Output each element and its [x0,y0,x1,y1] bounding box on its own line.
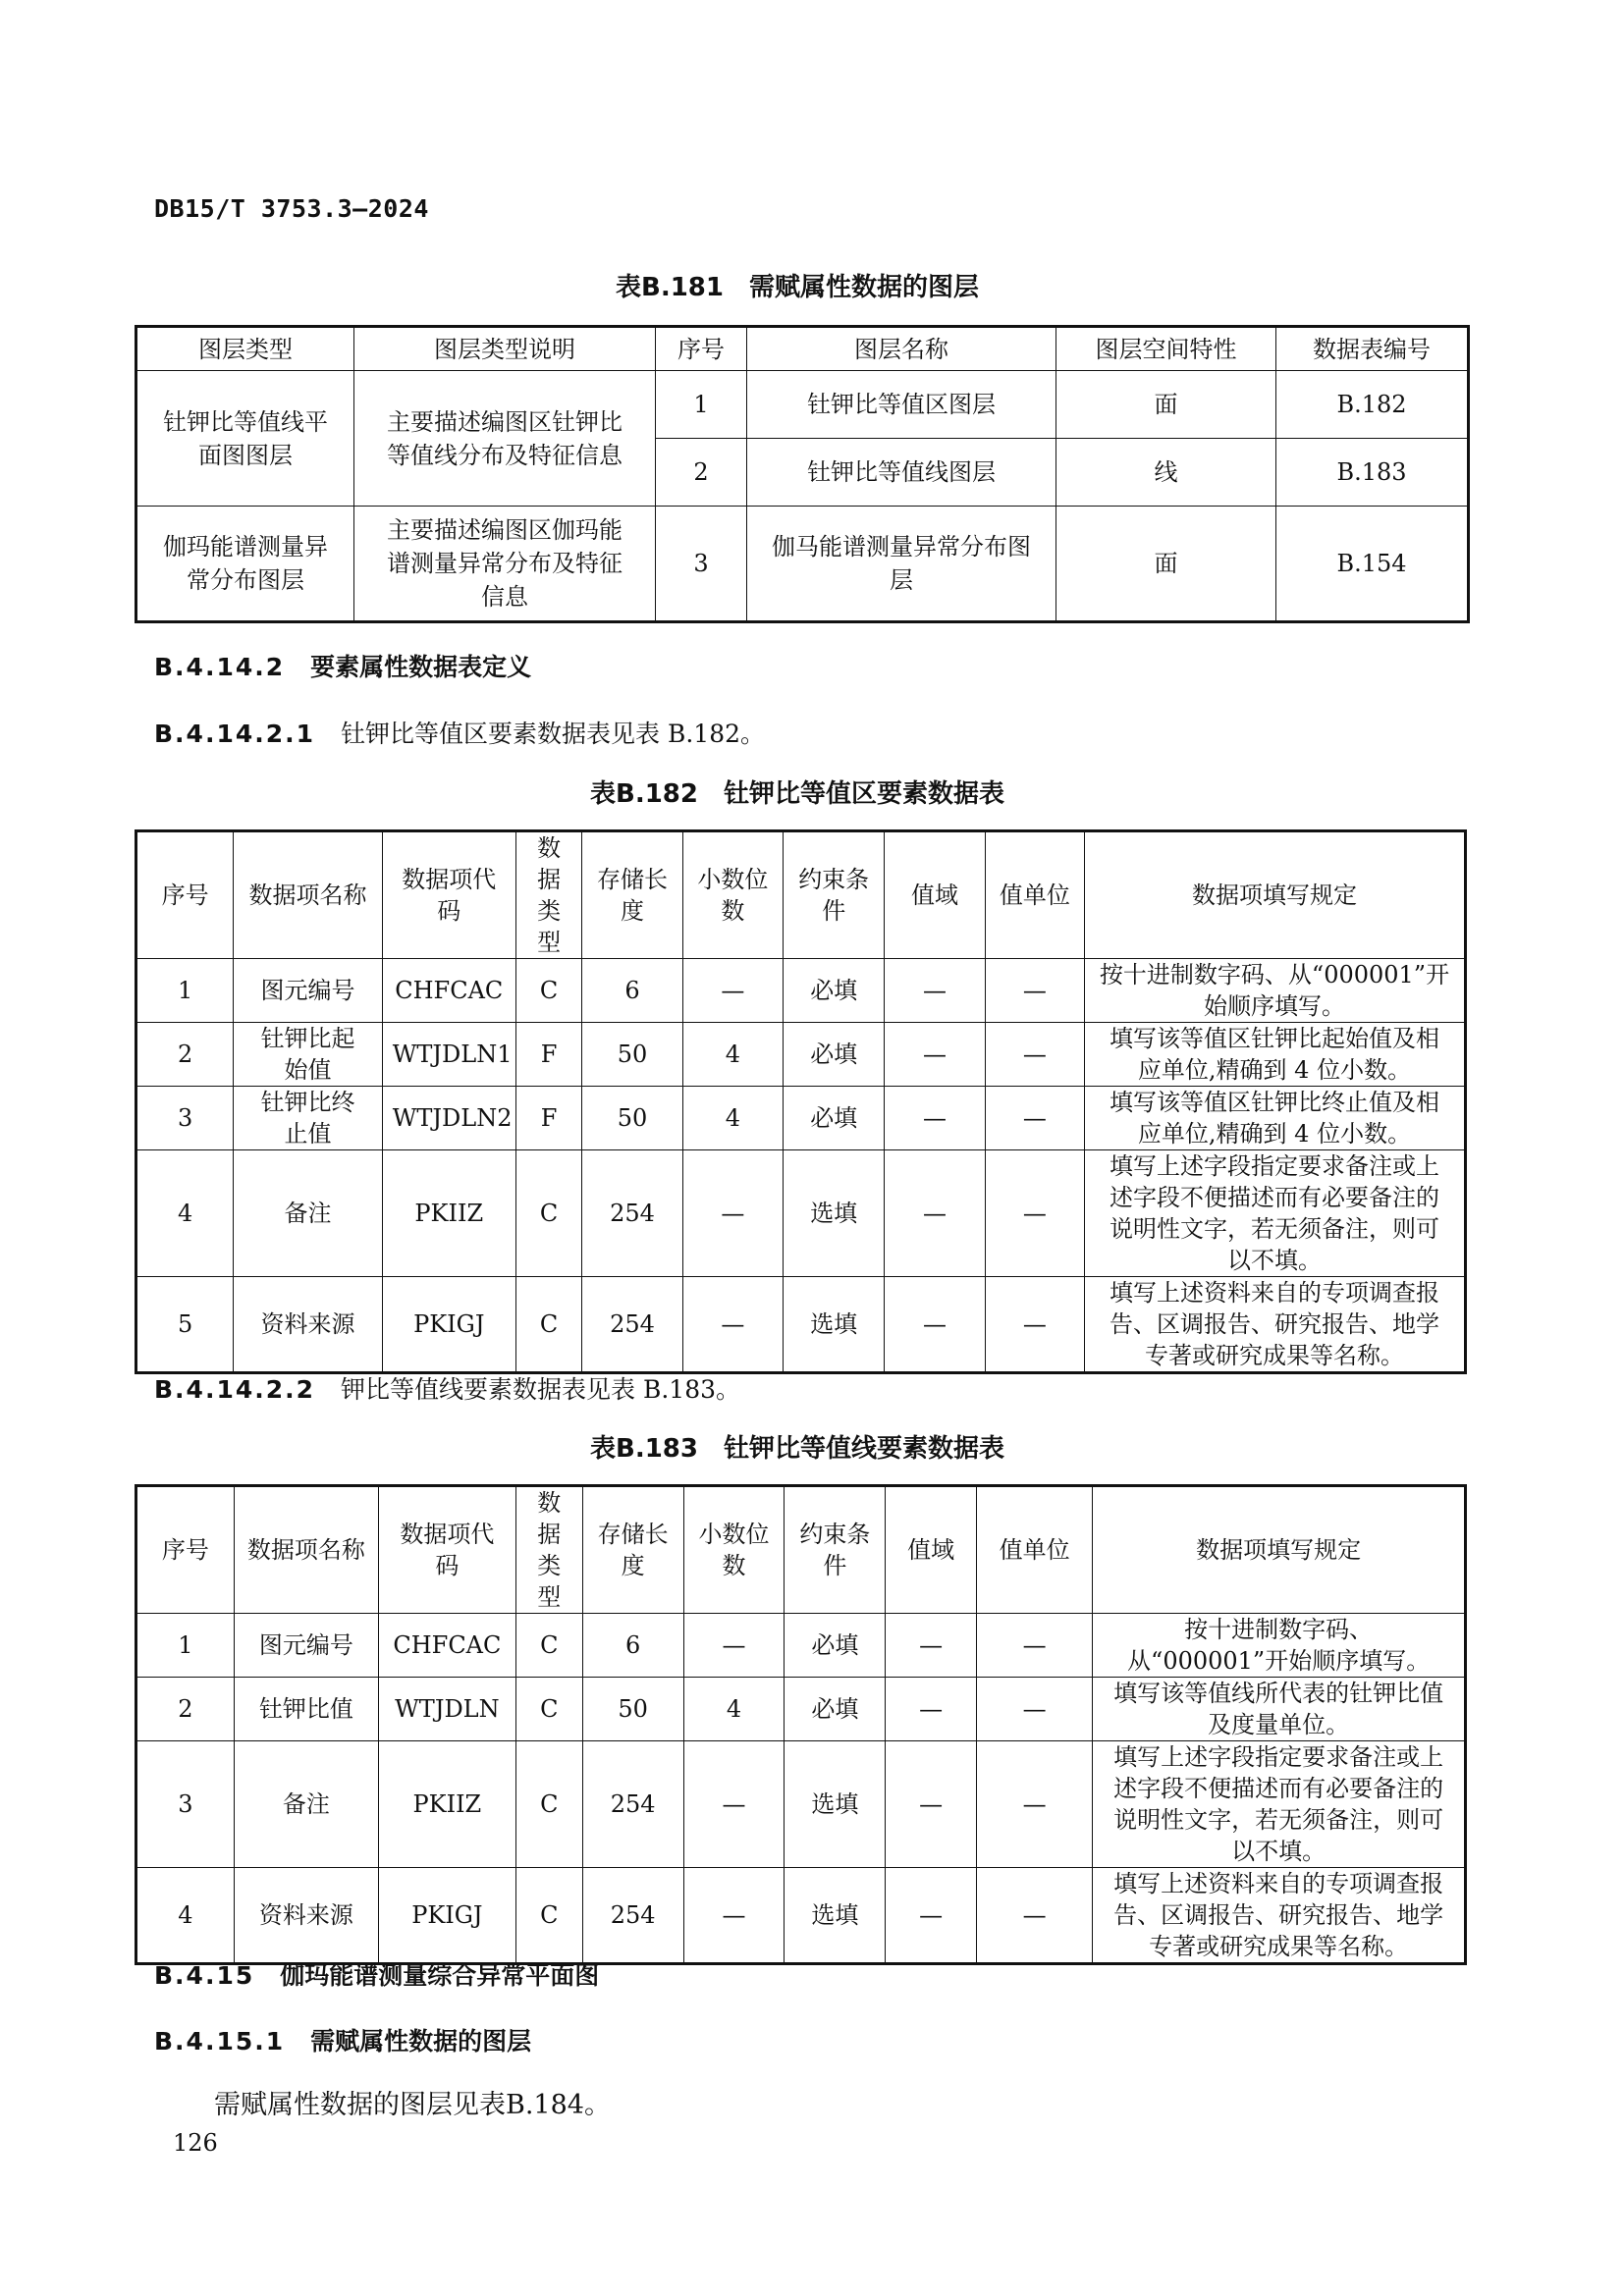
table-row [136,1277,1466,1373]
header-cell: 小数位数 [682,831,783,959]
cell: — [885,1277,985,1373]
cell: — [886,1868,977,1964]
table-header-row [136,327,1469,371]
cell: 2 [136,1023,234,1087]
cell: C [515,1868,582,1964]
cell: 图元编号 [234,959,382,1023]
cell: 钍钾比值 [234,1678,378,1741]
cell: 钍钾比等值线图层 [747,439,1056,507]
header-cell: 数据表编号 [1276,327,1469,371]
cell: — [886,1614,977,1678]
header-cell: 值域 [886,1486,977,1614]
table-b181 [135,325,1470,623]
table-row [136,1150,1466,1277]
table-row [136,1868,1466,1964]
clause-text: 钍钾比等值区要素数据表见表 B.182。 [341,720,766,748]
cell: B.154 [1276,507,1469,622]
layer-type-cell: 伽玛能谱测量异常分布图层 [136,507,354,622]
cell: PKIGJ [378,1868,515,1964]
cell: 伽马能谱测量异常分布图层 [747,507,1056,622]
table-b183-caption: 表B.183 钍钾比等值线要素数据表 [590,1434,1004,1464]
cell: 3 [656,507,747,622]
header-cell: 数据项代码 [382,831,515,959]
header-cell: 图层类型说明 [354,327,656,371]
header-cell: 约束条件 [784,831,885,959]
table-b183 [135,1484,1467,1965]
layer-desc-cell: 主要描述编图区伽玛能谱测量异常分布及特征信息 [354,507,656,622]
cell: 4 [683,1678,785,1741]
cell: — [886,1678,977,1741]
cell: C [515,1678,582,1741]
cell: 254 [582,1150,682,1277]
header-cell: 数据类型 [515,831,582,959]
cell: — [985,959,1084,1023]
header-cell: 序号 [136,1486,235,1614]
table-row [136,1741,1466,1868]
section-title: 需赋属性数据的图层 [310,2027,532,2056]
cell: PKIIZ [378,1741,515,1868]
cell: WTJDLN [378,1678,515,1741]
cell: 选填 [785,1868,886,1964]
cell: — [885,1150,985,1277]
header-cell: 数据项填写规定 [1093,1486,1466,1614]
table-row [136,371,1469,439]
cell: 6 [582,1614,683,1678]
cell: C [515,1150,582,1277]
cell: — [985,1277,1084,1373]
fill-rule-cell: 填写上述字段指定要求备注或上述字段不便描述而有必要备注的说明性文字，若无须备注，则可以不填。 [1093,1741,1466,1868]
cell: 必填 [785,1678,886,1741]
fill-rule-cell: 按十进制数字码、从“000001”开始顺序填写。 [1085,959,1466,1023]
cell: 1 [136,959,234,1023]
fill-rule-cell: 填写该等值线所代表的钍钾比值及度量单位。 [1093,1678,1466,1741]
header-cell: 值单位 [976,1486,1092,1614]
cell: 5 [136,1277,234,1373]
cell: — [683,1614,785,1678]
cell: 254 [582,1868,683,1964]
cell: 资料来源 [234,1277,382,1373]
cell: — [682,959,783,1023]
cell: — [683,1741,785,1868]
cell: PKIGJ [382,1277,515,1373]
fill-rule-cell: 填写上述资料来自的专项调查报告、区调报告、研究报告、地学专著或研究成果等名称。 [1093,1868,1466,1964]
cell: WTJDLN2 [382,1087,515,1150]
cell: CHFCAC [382,959,515,1023]
cell: 50 [582,1678,683,1741]
cell: 1 [136,1614,235,1678]
fill-rule-cell: 填写上述资料来自的专项调查报告、区调报告、研究报告、地学专著或研究成果等名称。 [1085,1277,1466,1373]
cell: 2 [136,1678,235,1741]
clause-b4-14-2-2 [154,1370,740,1406]
cell: — [885,1087,985,1150]
cell: — [985,1023,1084,1087]
cell: — [976,1678,1092,1741]
cell: 4 [682,1023,783,1087]
table-row [136,1614,1466,1678]
cell: 钍钾比等值区图层 [747,371,1056,439]
cell: F [515,1087,582,1150]
cell: 必填 [785,1614,886,1678]
section-heading-b4-15 [154,1956,599,1992]
cell: WTJDLN1 [382,1023,515,1087]
cell: C [515,1614,582,1678]
section-title: 要素属性数据表定义 [310,653,532,681]
header-cell: 图层空间特性 [1056,327,1276,371]
cell: — [886,1741,977,1868]
header-cell: 约束条件 [785,1486,886,1614]
header-cell: 序号 [656,327,747,371]
table-row [136,959,1466,1023]
page-number: 126 [173,2129,218,2157]
table-row [136,1087,1466,1150]
table-row [136,1678,1466,1741]
section-heading-b4-14-2 [154,648,531,683]
cell: 2 [656,439,747,507]
cell: C [515,1277,582,1373]
header-cell: 数据项代码 [378,1486,515,1614]
header-cell: 数据项名称 [234,831,382,959]
cell: 钍钾比起始值 [234,1023,382,1087]
header-cell: 图层名称 [747,327,1056,371]
section-heading-b4-15-1 [154,2022,531,2057]
clause-number: B.4.14.2.1 [154,720,316,748]
table-header-row [136,831,1466,959]
fill-rule-cell: 填写该等值区钍钾比起始值及相应单位,精确到 4 位小数。 [1085,1023,1466,1087]
cell: — [976,1741,1092,1868]
header-cell: 数据项名称 [234,1486,378,1614]
cell: 4 [136,1868,235,1964]
fill-rule-cell: 填写该等值区钍钾比终止值及相应单位,精确到 4 位小数。 [1085,1087,1466,1150]
cell: CHFCAC [378,1614,515,1678]
header-cell: 序号 [136,831,234,959]
cell: C [515,959,582,1023]
cell: 资料来源 [234,1868,378,1964]
cell: 面 [1056,371,1276,439]
section-number: B.4.14.2 [154,653,286,681]
cell: — [683,1868,785,1964]
cell: 6 [582,959,682,1023]
table-b182-caption: 表B.182 钍钾比等值区要素数据表 [590,779,1004,809]
cell: B.182 [1276,371,1469,439]
header-cell: 图层类型 [136,327,354,371]
section-number: B.4.15 [154,1961,255,1990]
header-cell: 数据项填写规定 [1085,831,1466,959]
header-cell: 数据类型 [515,1486,582,1614]
table-b181-caption: 表B.181 需赋属性数据的图层 [616,273,979,302]
section-number: B.4.15.1 [154,2027,286,2056]
table-row [136,1023,1466,1087]
cell: — [885,959,985,1023]
header-cell: 值域 [885,831,985,959]
header-cell: 存储长度 [582,831,682,959]
table-b182 [135,829,1467,1374]
cell: — [976,1868,1092,1964]
clause-number: B.4.14.2.2 [154,1375,316,1404]
clause-b4-14-2-1 [154,715,765,750]
cell: F [515,1023,582,1087]
cell: PKIIZ [382,1150,515,1277]
fill-rule-cell: 按十进制数字码、从“000001”开始顺序填写。 [1093,1614,1466,1678]
cell: 4 [682,1087,783,1150]
document-id: DB15/T 3753.3—2024 [154,194,429,223]
section-title: 伽玛能谱测量综合异常平面图 [280,1961,600,1990]
cell: 选填 [784,1277,885,1373]
clause-text: 钾比等值线要素数据表见表 B.183。 [341,1375,741,1404]
cell: 线 [1056,439,1276,507]
cell: 面 [1056,507,1276,622]
cell: — [682,1150,783,1277]
table-header-row [136,1486,1466,1614]
cell: 3 [136,1741,235,1868]
cell: 50 [582,1023,682,1087]
cell: 选填 [785,1741,886,1868]
cell: C [515,1741,582,1868]
cell: 必填 [784,959,885,1023]
cell: — [682,1277,783,1373]
layer-desc-cell: 主要描述编图区钍钾比等值线分布及特征信息 [354,371,656,507]
cell: — [976,1614,1092,1678]
cell: — [985,1087,1084,1150]
cell: — [985,1150,1084,1277]
cell: 选填 [784,1150,885,1277]
header-cell: 小数位数 [683,1486,785,1614]
cell: 254 [582,1277,682,1373]
table-row [136,507,1469,622]
cell: 备注 [234,1741,378,1868]
cell: B.183 [1276,439,1469,507]
cell: 必填 [784,1087,885,1150]
cell: 4 [136,1150,234,1277]
cell: — [885,1023,985,1087]
cell: 50 [582,1087,682,1150]
cell: 1 [656,371,747,439]
cell: 图元编号 [234,1614,378,1678]
cell: 3 [136,1087,234,1150]
cell: 必填 [784,1023,885,1087]
header-cell: 值单位 [985,831,1084,959]
header-cell: 存储长度 [582,1486,683,1614]
cell: 254 [582,1741,683,1868]
cell: 钍钾比终止值 [234,1087,382,1150]
body-paragraph: 需赋属性数据的图层见表B.184。 [214,2090,611,2120]
cell: 备注 [234,1150,382,1277]
layer-type-cell: 钍钾比等值线平面图图层 [136,371,354,507]
fill-rule-cell: 填写上述字段指定要求备注或上述字段不便描述而有必要备注的说明性文字，若无须备注，则可以不填。 [1085,1150,1466,1277]
